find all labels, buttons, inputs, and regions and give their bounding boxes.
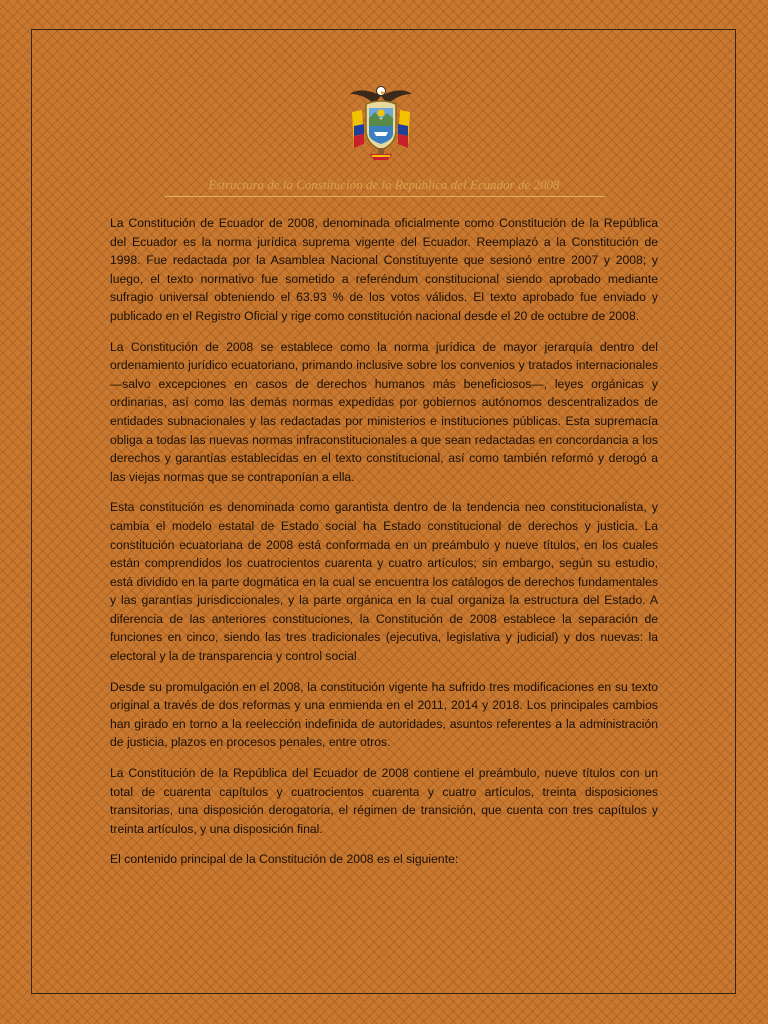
paragraph: La Constitución de 2008 se establece como la norma jurídica de mayor jerarquía dentro del ordenamiento jurídico ecuatoriano, primando inclusive sobre los convenios y tratados internacionales —salvo excepciones en casos de derechos humanos más beneficiosos—, leyes orgánicas y ordinarias, así como las demás normas expedidas por gobiernos autónomos descentralizados de entidades subnacionales y las redactadas por ministerios e instituciones públicas. Esta supremacía obliga a todas las nuevas normas infraconstitucionales a que sean redactadas en concordancia a los derechos y garantías establecidas en el texto constitucional, así como también reformó y derogó a las viejas normas que se contraponían a ella. [110, 339, 658, 484]
title-underline [165, 196, 605, 197]
document-body [110, 214, 658, 881]
paragraph: El contenido principal de la Constitución de 2008 es el siguiente: [110, 852, 459, 867]
paragraph: La Constitución de Ecuador de 2008, denominada oficialmente como Constitución de la República del Ecuador es la norma jurídica suprema vigente del Ecuador. Reemplazó a la Constitución de 1998. Fue redactada por la Asamblea Nacional Constituyente que sesionó entre 2007 y 2008; y luego, el texto normativo fue sometido a referéndum constitucional siendo aprobado mediante sufragio universal obteniendo el 63.93 % de los votos válidos. El texto aprobado fue enviado y publicado en el Registro Oficial y rige como constitución nacional desde el 20 de octubre de 2008. [110, 216, 658, 323]
paragraph: Esta constitución es denominada como garantista dentro de la tendencia neo constitucionalista, y cambia el modelo estatal de Estado social ha Estado constitucional de derechos y justicia. La constitución ecuatoriana de 2008 está conformada en un preámbulo y nueve títulos, en los cuales están comprendidos los cuatrocientos cuarenta y cuatro artículos; sin embargo, según su estudio, está dividido en la parte dogmática en la cual se encuentra los catálogos de derechos fundamentales y las garantías jurisdiccionales, y la parte orgánica en la cual organiza la estructura del Estado. A diferencia de las anteriores constituciones, la Constitución de 2008 establece la separación de funciones en cinco, siendo las tres tradicionales (ejecutiva, legislativa y judicial) y dos nuevas: la electoral y la de transparencia y control social [110, 500, 658, 664]
paragraph: La Constitución de la República del Ecuador de 2008 contiene el preámbulo, nueve títulos con un total de cuarenta capítulos y cuatrocientos cuarenta y cuatro artículos, treinta disposiciones transitorias, una disposición derogatoria, el régimen de transición, que cuenta con tres capítulos y treinta artículos, y una disposición final. [110, 766, 658, 836]
coat-of-arms-emblem [348, 82, 414, 164]
paragraph: Desde su promulgación en el 2008, la constitución vigente ha sufrido tres modificaciones en su texto original a través de dos reformas y una enmienda en el 2011, 2014 y 2018. Los principales cambios han girado en torno a la reelección indefinida de autoridades, asuntos referentes a la administración de justicia, plazos en procesos penales, entre otros. [110, 679, 658, 750]
document-title: Estructura de la Constitución de la República del Ecuador de 2008 [208, 177, 560, 192]
